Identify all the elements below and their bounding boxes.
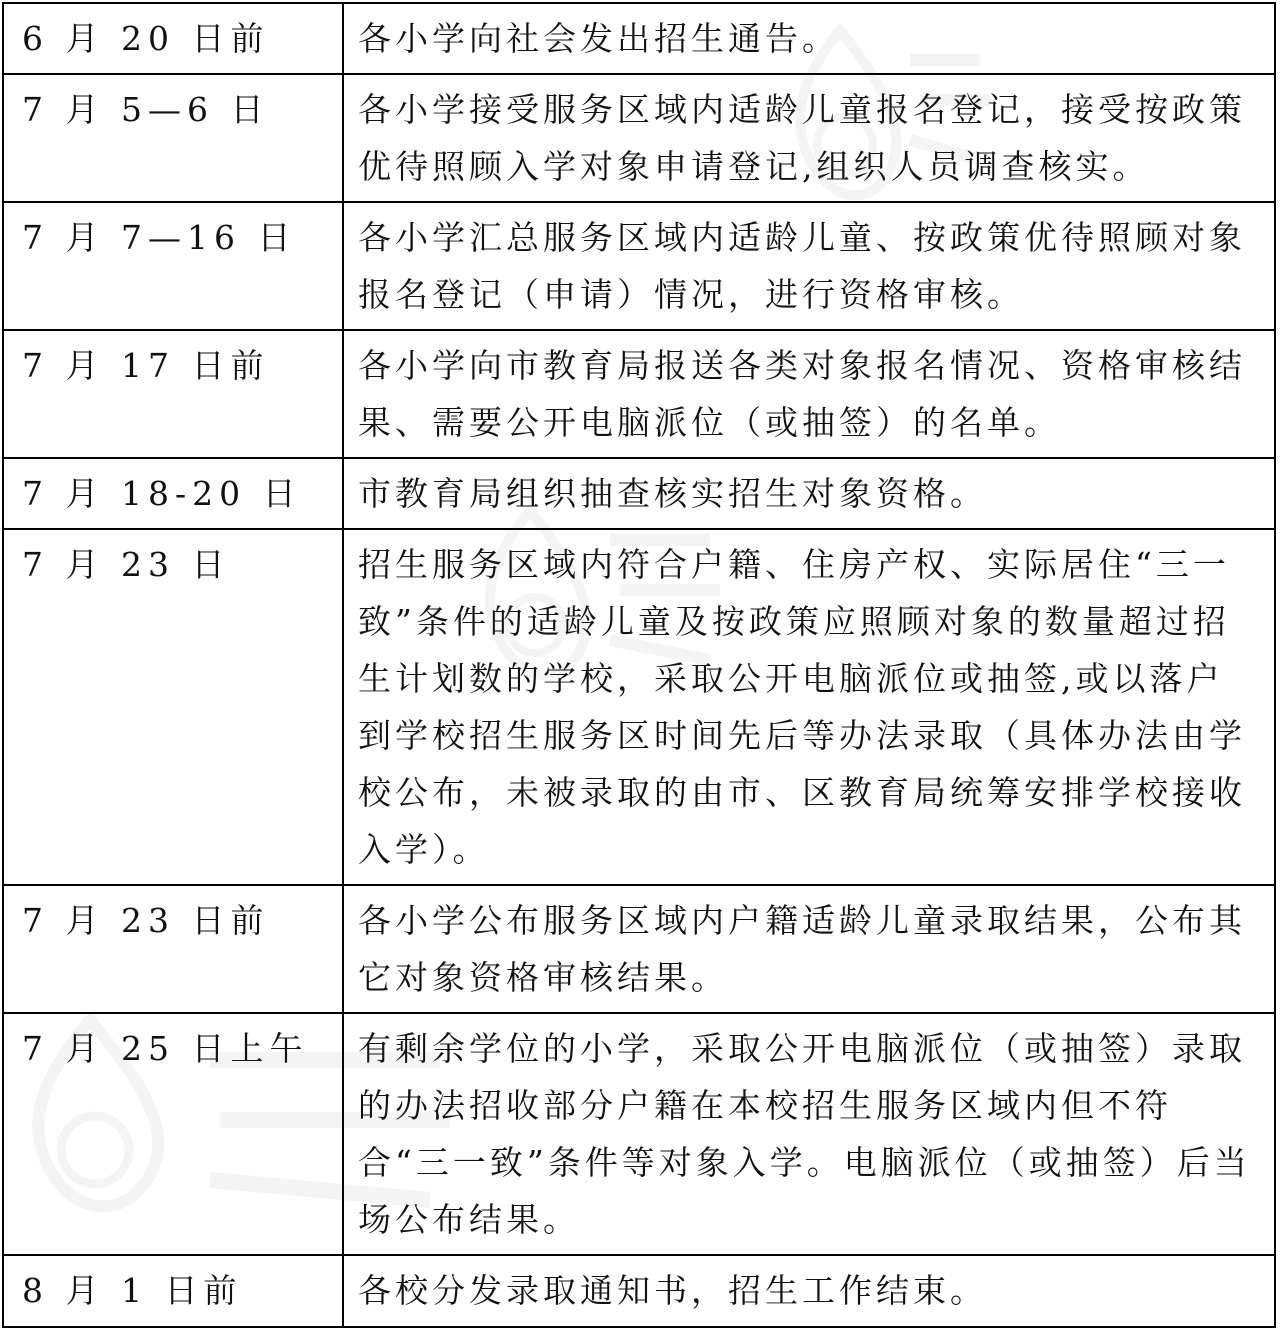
table-row — [3, 202, 1275, 330]
event-cell: 各小学向市教育局报送各类对象报名情况、资格审核结果、需要公开电脑派位（或抽签）的名单。 — [343, 330, 1275, 458]
event-cell: 各校分发录取通知书，招生工作结束。 — [343, 1255, 1275, 1327]
event-cell: 各小学接受服务区域内适龄儿童报名登记，接受按政策优待照顾入学对象申请登记,组织人员调查核实。 — [343, 74, 1275, 202]
event-cell: 市教育局组织抽查核实招生对象资格。 — [343, 458, 1275, 529]
date-cell: 7 月 23 日 — [3, 529, 343, 885]
table-row — [3, 1255, 1275, 1327]
event-cell: 各小学公布服务区域内户籍适龄儿童录取结果，公布其它对象资格审核结果。 — [343, 885, 1275, 1013]
table-row — [3, 74, 1275, 202]
date-cell: 7 月 25 日上午 — [3, 1013, 343, 1255]
date-cell: 7 月 18-20 日 — [3, 458, 343, 529]
event-cell: 有剩余学位的小学，采取公开电脑派位（或抽签）录取的办法招收部分户籍在本校招生服务区域内但不符合“三一致”条件等对象入学。电脑派位（或抽签）后当场公布结果。 — [343, 1013, 1275, 1255]
enrollment-schedule-table — [2, 2, 1276, 1328]
event-cell: 招生服务区域内符合户籍、住房产权、实际居住“三一致”条件的适龄儿童及按政策应照顾对象的数量超过招生计划数的学校，采取公开电脑派位或抽签,或以落户到学校招生服务区时间先后等办法录取（具体办法由学校公布，未被录取的由市、区教育局统筹安排学校接收入学）。 — [343, 529, 1275, 885]
event-cell: 各小学汇总服务区域内适龄儿童、按政策优待照顾对象报名登记（申请）情况，进行资格审核。 — [343, 202, 1275, 330]
date-cell: 8 月 1 日前 — [3, 1255, 343, 1327]
date-cell: 7 月 17 日前 — [3, 330, 343, 458]
table-row — [3, 1013, 1275, 1255]
date-cell: 7 月 5—6 日 — [3, 74, 343, 202]
table-row — [3, 885, 1275, 1013]
date-cell: 6 月 20 日前 — [3, 3, 343, 74]
date-cell: 7 月 23 日前 — [3, 885, 343, 1013]
table-row — [3, 529, 1275, 885]
table-row — [3, 458, 1275, 529]
event-cell: 各小学向社会发出招生通告。 — [343, 3, 1275, 74]
table-row — [3, 3, 1275, 74]
table-row — [3, 330, 1275, 458]
date-cell: 7 月 7—16 日 — [3, 202, 343, 330]
